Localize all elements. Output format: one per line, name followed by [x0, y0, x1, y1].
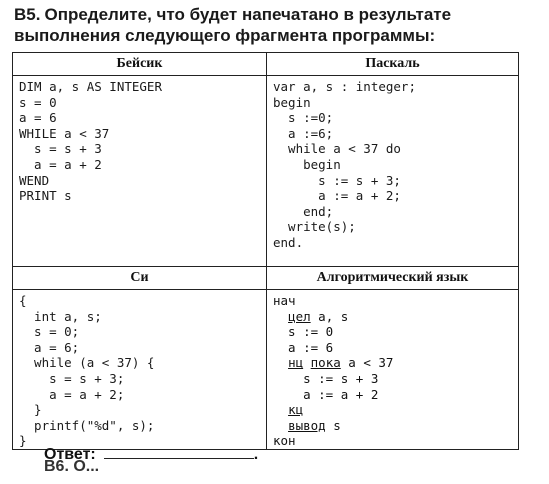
task-text: Определите, что будет напечатано в результате выполнения следующего фрагмента программы:	[14, 5, 452, 45]
code-table	[12, 52, 519, 450]
alg-line-3: s := 0	[273, 324, 334, 340]
alg-line-4: a := 6	[273, 339, 334, 355]
code-cell-algorithmic	[267, 290, 519, 450]
alg-line-6: s := s + 3	[273, 370, 379, 386]
answer-blank[interactable]	[104, 446, 254, 459]
code-basic: DIM a, s AS INTEGER s = 0 a = 6 WHILE a < 37 s = s + 3 a = a + 2 WEND PRINT s	[19, 79, 162, 204]
code-algorithmic	[267, 290, 518, 449]
alg-kw-nc: нц	[288, 355, 304, 371]
alg-kw-poka: пока	[310, 355, 341, 371]
alg-line-10: кон	[273, 433, 296, 449]
code-pascal: var a, s : integer; begin s :=0; a :=6; while a < 37 do begin s := s + 3; a := a + 2; end; write(s); end.	[273, 79, 416, 250]
code-cell-basic	[13, 76, 267, 267]
code-cell-c	[13, 290, 267, 450]
alg-line-1: нач	[273, 293, 296, 308]
answer-end: .	[253, 446, 259, 463]
alg-kw-cel: цел	[288, 308, 311, 324]
alg-line-5: a < 37	[340, 355, 394, 371]
header-c: Си	[13, 267, 267, 290]
header-pascal: Паскаль	[267, 53, 519, 76]
task-number: B5.	[14, 5, 41, 24]
code-cell-pascal	[267, 76, 519, 267]
next-task-text: B6. О...	[44, 458, 100, 475]
alg-line-2: a, s	[310, 308, 349, 324]
next-task-partial	[44, 458, 524, 475]
task-statement	[14, 4, 544, 46]
alg-kw-vyvod: вывод	[288, 417, 326, 433]
header-basic: Бейсик	[13, 53, 267, 76]
alg-kw-kc: кц	[288, 402, 304, 418]
alg-line-9: s	[325, 417, 341, 433]
header-algorithmic: Алгоритмический язык	[267, 267, 519, 290]
alg-line-7: a := a + 2	[273, 386, 379, 402]
code-c: { int a, s; s = 0; a = 6; while (a < 37) { s = s + 3; a = a + 2; } printf("%d", s); }	[19, 293, 155, 449]
answer-label: Ответ:	[44, 446, 96, 463]
